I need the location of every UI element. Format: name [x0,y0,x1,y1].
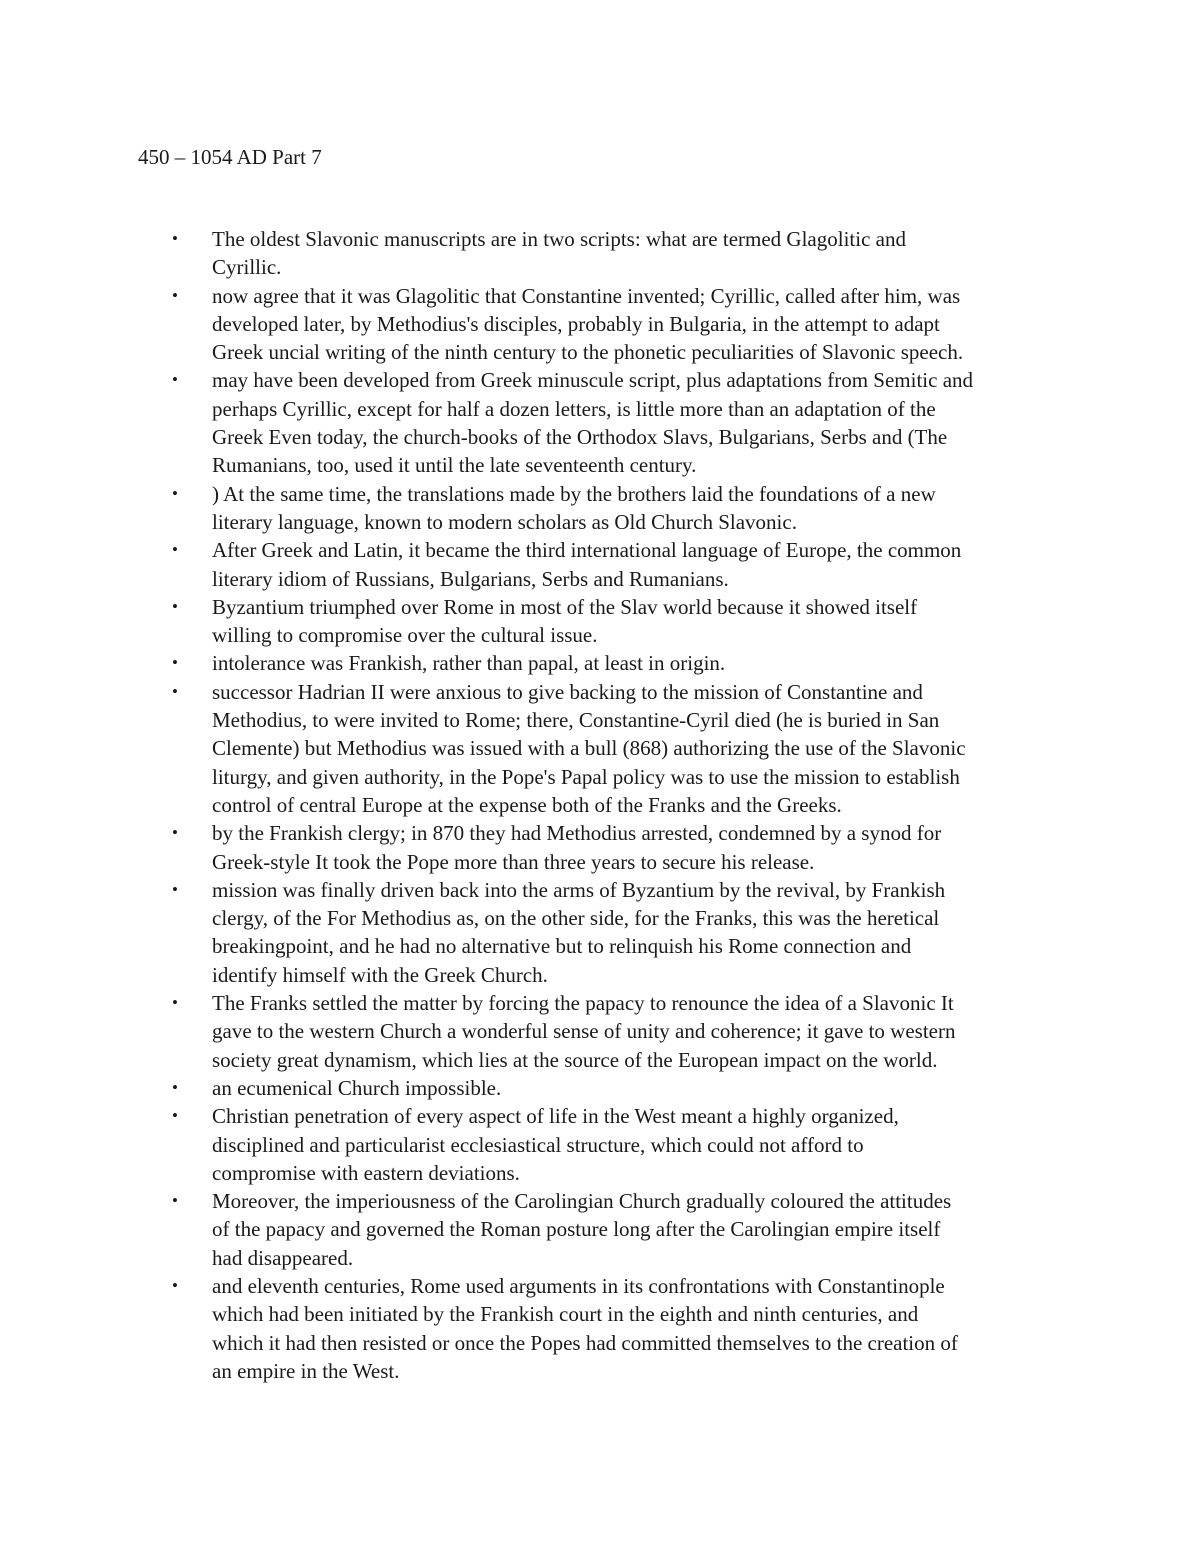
bullet-line: gave to the western Church a wonderful sense of unity and coherence; it gave to western [212,1019,956,1044]
bullet-line: Byzantium triumphed over Rome in most of the Slav world because it showed itself [212,594,918,619]
bullet-marker: • [172,370,178,390]
bullet-line: willing to compromise over the cultural issue. [212,623,598,648]
bullet-marker: • [172,823,178,843]
bullet-marker: • [172,1275,178,1295]
bullet-line: compromise with eastern deviations. [212,1160,520,1185]
bullet-item [0,989,1074,1074]
bullet-line: breakingpoint, and he had no alternative but to relinquish his Rome connection and [212,934,912,959]
bullet-item [0,1187,1074,1272]
document-title: 450 – 1054 AD Part 7 [138,145,322,169]
bullet-item [0,1102,1074,1187]
bullet-line: successor Hadrian II were anxious to give backing to the mission of Constantine and [212,679,923,704]
bullet-line: intolerance was Frankish, rather than papal, at least in origin. [212,651,726,676]
bullet-marker: • [172,1106,178,1126]
bullet-item [0,678,1074,819]
bullet-line: Cyrillic. [212,255,282,280]
bullet-item [0,282,1074,367]
bullet-line: perhaps Cyrillic, except for half a dozen letters, is little more than an adaptation of the [212,396,936,421]
bullet-line: which had been initiated by the Frankish court in the eighth and ninth centuries, and [212,1302,919,1327]
bullet-item [0,366,1074,479]
bullet-item [0,1272,1074,1385]
bullet-line: Greek Even today, the church-books of the Orthodox Slavs, Bulgarians, Serbs and (The [212,425,948,450]
bullet-line: of the papacy and governed the Roman posture long after the Carolingian empire itself [212,1217,941,1242]
bullet-line: mission was finally driven back into the arms of Byzantium by the revival, by Frankish [212,877,946,902]
bullet-line: now agree that it was Glagolitic that Constantine invented; Cyrillic, called after him, was [212,283,961,308]
bullet-item [0,1074,1074,1102]
bullet-line: Rumanians, too, used it until the late seventeenth century. [212,453,697,478]
bullet-line: developed later, by Methodius's disciples, probably in Bulgaria, in the attempt to adapt [212,311,940,336]
bullet-item [0,593,1074,650]
bullet-line: identify himself with the Greek Church. [212,962,548,987]
bullet-marker: • [172,681,178,701]
bullet-marker: • [172,596,178,616]
bullet-line: control of central Europe at the expense both of the Franks and the Greeks. [212,792,842,817]
bullet-line: an empire in the West. [212,1358,400,1383]
bullet-line: and eleventh centuries, Rome used arguments in its confrontations with Constantinople [212,1273,945,1298]
bullet-line: liturgy, and given authority, in the Pope's Papal policy was to use the mission to establish [212,764,960,789]
bullet-marker: • [172,1077,178,1097]
bullet-line: society great dynamism, which lies at the source of the European impact on the world. [212,1047,938,1072]
bullet-item [0,819,1074,876]
bullet-marker: • [172,993,178,1013]
bullet-line: literary language, known to modern scholars as Old Church Slavonic. [212,509,797,534]
bullet-marker: • [172,540,178,560]
bullet-marker: • [172,229,178,248]
bullet-line: The oldest Slavonic manuscripts are in two scripts: what are termed Glagolitic and [212,227,906,251]
bullet-marker: • [172,285,178,305]
bullet-line: Methodius, to were invited to Rome; there, Constantine-Cyril died (he is buried in San [212,708,940,733]
bullet-line: The Franks settled the matter by forcing the papacy to renounce the idea of a Slavonic It [212,991,954,1016]
bullet-line: Greek-style It took the Pope more than three years to secure his release. [212,849,815,874]
bullet-marker: • [172,653,178,673]
bullet-line: disciplined and particularist ecclesiastical structure, which could not afford to [212,1132,864,1157]
bullet-item [0,536,1074,593]
bullet-line: an ecumenical Church impossible. [212,1075,502,1100]
bullet-marker: • [172,1191,178,1211]
bullet-line: had disappeared. [212,1245,354,1270]
bullet-item [0,649,1074,677]
bullet-item [0,225,1074,282]
bullet-item [0,876,1074,989]
bullet-item [0,480,1074,537]
bullet-line: which it had then resisted or once the Popes had committed themselves to the creation of [212,1330,958,1355]
bullet-line: Christian penetration of every aspect of life in the West meant a highly organized, [212,1104,899,1129]
bullet-line: may have been developed from Greek minuscule script, plus adaptations from Semitic and [212,368,974,393]
bullet-line: Moreover, the imperiousness of the Carolingian Church gradually coloured the attitudes [212,1189,952,1214]
bullet-line: ) At the same time, the translations made by the brothers laid the foundations of a new [212,481,936,506]
bullet-line: clergy, of the For Methodius as, on the other side, for the Franks, this was the heretical [212,906,940,931]
bullet-marker: • [172,483,178,503]
bullet-marker: • [172,879,178,899]
bullet-line: literary idiom of Russians, Bulgarians, Serbs and Rumanians. [212,566,729,591]
bullet-line: After Greek and Latin, it became the third international language of Europe, the common [212,538,962,563]
bullet-line: Clemente) but Methodius was issued with a bull (868) authorizing the use of the Slavonic [212,736,966,761]
bullet-line: Greek uncial writing of the ninth century to the phonetic peculiarities of Slavonic speech. [212,340,964,365]
bullet-line: by the Frankish clergy; in 870 they had Methodius arrested, condemned by a synod for [212,821,942,846]
bullet-list [0,225,1200,1385]
